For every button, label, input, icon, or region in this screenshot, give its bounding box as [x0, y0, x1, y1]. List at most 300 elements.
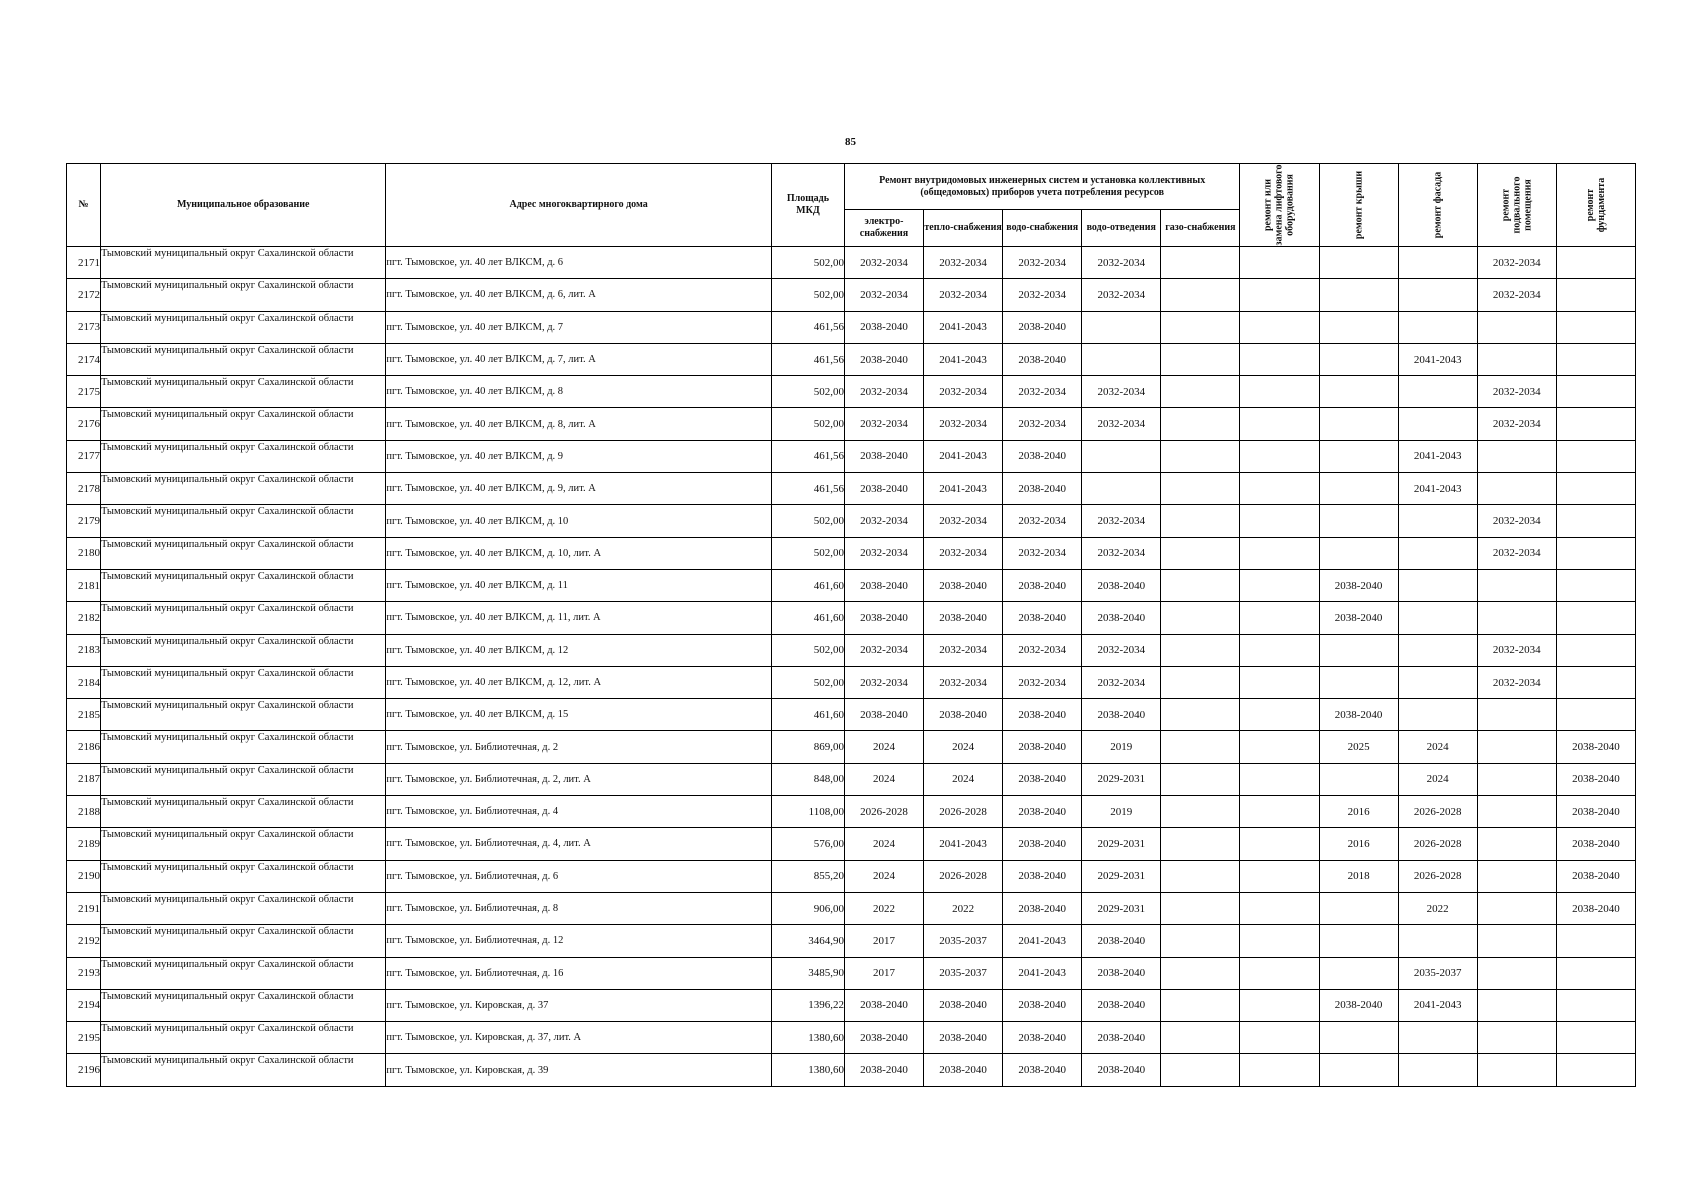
electricity-cell: 2038-2040: [844, 311, 923, 343]
municipality-cell: Тымовский муниципальный округ Сахалинской области: [101, 699, 386, 731]
foundation-cell: [1556, 537, 1635, 569]
municipality-cell: Тымовский муниципальный округ Сахалинской области: [101, 279, 386, 311]
area-cell: 461,56: [771, 473, 844, 505]
basement-cell: 2032-2034: [1477, 279, 1556, 311]
address-cell: пгт. Тымовское, ул. 40 лет ВЛКСМ, д. 15: [386, 699, 771, 731]
municipality-cell: Тымовский муниципальный округ Сахалинской области: [101, 440, 386, 472]
electricity-cell: 2024: [844, 763, 923, 795]
table-row: [67, 1054, 1636, 1086]
roof-cell: [1319, 279, 1398, 311]
heating-cell: 2024: [924, 763, 1003, 795]
foundation-cell: [1556, 1054, 1635, 1086]
basement-cell: [1477, 892, 1556, 924]
table-row: [67, 279, 1636, 311]
water-supply-cell: 2038-2040: [1003, 989, 1082, 1021]
table-row: [67, 699, 1636, 731]
table-row: [67, 311, 1636, 343]
municipality-cell: Тымовский муниципальный округ Сахалинской области: [101, 602, 386, 634]
foundation-cell: 2038-2040: [1556, 828, 1635, 860]
col-area-header: Площадь МКД: [771, 164, 844, 247]
row-number: 2195: [67, 1022, 101, 1054]
gas-cell: [1161, 569, 1240, 601]
foundation-cell: [1556, 505, 1635, 537]
area-cell: 1108,00: [771, 796, 844, 828]
water-disposal-cell: 2032-2034: [1082, 376, 1161, 408]
roof-cell: [1319, 666, 1398, 698]
address-cell: пгт. Тымовское, ул. 40 лет ВЛКСМ, д. 7, лит. А: [386, 343, 771, 375]
electricity-cell: 2038-2040: [844, 440, 923, 472]
foundation-cell: [1556, 569, 1635, 601]
roof-cell: 2016: [1319, 796, 1398, 828]
elevator-cell: [1240, 473, 1319, 505]
water-supply-cell: 2038-2040: [1003, 699, 1082, 731]
table-row: [67, 860, 1636, 892]
table-row: [67, 828, 1636, 860]
water-supply-cell: 2032-2034: [1003, 666, 1082, 698]
water-supply-cell: 2032-2034: [1003, 247, 1082, 279]
address-cell: пгт. Тымовское, ул. Кировская, д. 37: [386, 989, 771, 1021]
table-row: [67, 634, 1636, 666]
electricity-cell: 2038-2040: [844, 1022, 923, 1054]
water-disposal-cell: 2032-2034: [1082, 279, 1161, 311]
table-row: [67, 537, 1636, 569]
basement-cell: [1477, 699, 1556, 731]
heating-cell: 2041-2043: [924, 440, 1003, 472]
basement-cell: [1477, 1054, 1556, 1086]
water-disposal-cell: 2029-2031: [1082, 763, 1161, 795]
gas-cell: [1161, 634, 1240, 666]
area-cell: 502,00: [771, 666, 844, 698]
water-supply-cell: 2041-2043: [1003, 925, 1082, 957]
elevator-cell: [1240, 892, 1319, 924]
roof-cell: 2018: [1319, 860, 1398, 892]
area-cell: 502,00: [771, 247, 844, 279]
address-cell: пгт. Тымовское, ул. Кировская, д. 37, лит. А: [386, 1022, 771, 1054]
area-cell: 848,00: [771, 763, 844, 795]
water-supply-cell: 2038-2040: [1003, 796, 1082, 828]
row-number: 2189: [67, 828, 101, 860]
basement-cell: [1477, 311, 1556, 343]
gas-cell: [1161, 763, 1240, 795]
elevator-cell: [1240, 408, 1319, 440]
roof-cell: [1319, 957, 1398, 989]
water-disposal-cell: 2038-2040: [1082, 569, 1161, 601]
municipality-cell: Тымовский муниципальный округ Сахалинской области: [101, 1054, 386, 1086]
foundation-cell: 2038-2040: [1556, 892, 1635, 924]
facade-cell: [1398, 699, 1477, 731]
electricity-cell: 2038-2040: [844, 602, 923, 634]
area-cell: 855,20: [771, 860, 844, 892]
address-cell: пгт. Тымовское, ул. 40 лет ВЛКСМ, д. 12: [386, 634, 771, 666]
roof-cell: [1319, 1054, 1398, 1086]
area-cell: 461,60: [771, 569, 844, 601]
electricity-cell: 2032-2034: [844, 505, 923, 537]
heating-cell: 2041-2043: [924, 828, 1003, 860]
water-supply-cell: 2032-2034: [1003, 634, 1082, 666]
heating-cell: 2026-2028: [924, 796, 1003, 828]
roof-cell: 2038-2040: [1319, 989, 1398, 1021]
heating-cell: 2035-2037: [924, 925, 1003, 957]
water-disposal-cell: 2038-2040: [1082, 989, 1161, 1021]
water-supply-cell: 2038-2040: [1003, 602, 1082, 634]
basement-cell: 2032-2034: [1477, 247, 1556, 279]
facade-cell: 2041-2043: [1398, 473, 1477, 505]
municipality-cell: Тымовский муниципальный округ Сахалинской области: [101, 569, 386, 601]
elevator-cell: [1240, 1054, 1319, 1086]
heating-cell: 2032-2034: [924, 666, 1003, 698]
gas-cell: [1161, 828, 1240, 860]
table-row: [67, 1022, 1636, 1054]
address-cell: пгт. Тымовское, ул. Библиотечная, д. 8: [386, 892, 771, 924]
water-supply-cell: 2038-2040: [1003, 311, 1082, 343]
basement-cell: [1477, 796, 1556, 828]
gas-cell: [1161, 408, 1240, 440]
foundation-cell: [1556, 925, 1635, 957]
electricity-cell: 2024: [844, 731, 923, 763]
water-disposal-cell: 2029-2031: [1082, 828, 1161, 860]
facade-cell: [1398, 279, 1477, 311]
address-cell: пгт. Тымовское, ул. 40 лет ВЛКСМ, д. 11, лит. А: [386, 602, 771, 634]
foundation-cell: [1556, 602, 1635, 634]
address-cell: пгт. Тымовское, ул. Библиотечная, д. 6: [386, 860, 771, 892]
col-electricity-header: электро-снабжения: [844, 210, 923, 247]
area-cell: 869,00: [771, 731, 844, 763]
basement-cell: [1477, 828, 1556, 860]
water-disposal-cell: 2019: [1082, 731, 1161, 763]
elevator-cell: [1240, 666, 1319, 698]
gas-cell: [1161, 892, 1240, 924]
water-supply-cell: 2038-2040: [1003, 440, 1082, 472]
gas-cell: [1161, 925, 1240, 957]
water-supply-cell: 2038-2040: [1003, 1054, 1082, 1086]
repair-schedule-table: [66, 163, 1636, 1087]
gas-cell: [1161, 343, 1240, 375]
table-row: [67, 892, 1636, 924]
water-supply-cell: 2038-2040: [1003, 343, 1082, 375]
heating-cell: 2038-2040: [924, 1054, 1003, 1086]
elevator-cell: [1240, 828, 1319, 860]
basement-cell: [1477, 989, 1556, 1021]
col-roof-header: ремонт крыши: [1319, 164, 1398, 247]
address-cell: пгт. Тымовское, ул. 40 лет ВЛКСМ, д. 6, лит. А: [386, 279, 771, 311]
municipality-cell: Тымовский муниципальный округ Сахалинской области: [101, 957, 386, 989]
row-number: 2184: [67, 666, 101, 698]
address-cell: пгт. Тымовское, ул. 40 лет ВЛКСМ, д. 11: [386, 569, 771, 601]
area-cell: 461,56: [771, 440, 844, 472]
foundation-cell: [1556, 311, 1635, 343]
electricity-cell: 2032-2034: [844, 666, 923, 698]
page-number: 85: [845, 136, 856, 148]
row-number: 2177: [67, 440, 101, 472]
municipality-cell: Тымовский муниципальный округ Сахалинской области: [101, 860, 386, 892]
heating-cell: 2038-2040: [924, 699, 1003, 731]
facade-cell: 2026-2028: [1398, 828, 1477, 860]
roof-cell: 2038-2040: [1319, 569, 1398, 601]
area-cell: 1380,60: [771, 1022, 844, 1054]
basement-cell: 2032-2034: [1477, 505, 1556, 537]
row-number: 2176: [67, 408, 101, 440]
table-row: [67, 666, 1636, 698]
elevator-cell: [1240, 569, 1319, 601]
table-row: [67, 247, 1636, 279]
heating-cell: 2035-2037: [924, 957, 1003, 989]
gas-cell: [1161, 731, 1240, 763]
water-disposal-cell: 2019: [1082, 796, 1161, 828]
gas-cell: [1161, 957, 1240, 989]
water-supply-cell: 2038-2040: [1003, 569, 1082, 601]
roof-cell: [1319, 311, 1398, 343]
water-disposal-cell: [1082, 343, 1161, 375]
gas-cell: [1161, 376, 1240, 408]
water-supply-cell: 2038-2040: [1003, 860, 1082, 892]
address-cell: пгт. Тымовское, ул. Библиотечная, д. 2, лит. А: [386, 763, 771, 795]
electricity-cell: 2032-2034: [844, 376, 923, 408]
facade-cell: [1398, 376, 1477, 408]
electricity-cell: 2038-2040: [844, 473, 923, 505]
col-foundation-header: ремонт фундамента: [1556, 164, 1635, 247]
gas-cell: [1161, 440, 1240, 472]
facade-cell: [1398, 311, 1477, 343]
area-cell: 461,56: [771, 311, 844, 343]
heating-cell: 2024: [924, 731, 1003, 763]
gas-cell: [1161, 473, 1240, 505]
address-cell: пгт. Тымовское, ул. 40 лет ВЛКСМ, д. 6: [386, 247, 771, 279]
heating-cell: 2032-2034: [924, 247, 1003, 279]
gas-cell: [1161, 537, 1240, 569]
electricity-cell: 2038-2040: [844, 569, 923, 601]
facade-cell: [1398, 247, 1477, 279]
row-number: 2193: [67, 957, 101, 989]
col-heating-header: тепло-снабжения: [924, 210, 1003, 247]
water-supply-cell: 2032-2034: [1003, 408, 1082, 440]
roof-cell: 2016: [1319, 828, 1398, 860]
foundation-cell: [1556, 989, 1635, 1021]
municipality-cell: Тымовский муниципальный округ Сахалинской области: [101, 666, 386, 698]
electricity-cell: 2032-2034: [844, 279, 923, 311]
roof-cell: [1319, 440, 1398, 472]
table-row: [67, 989, 1636, 1021]
address-cell: пгт. Тымовское, ул. Библиотечная, д. 16: [386, 957, 771, 989]
basement-cell: 2032-2034: [1477, 408, 1556, 440]
elevator-cell: [1240, 343, 1319, 375]
basement-cell: 2032-2034: [1477, 666, 1556, 698]
water-disposal-cell: 2029-2031: [1082, 892, 1161, 924]
municipality-cell: Тымовский муниципальный округ Сахалинской области: [101, 505, 386, 537]
row-number: 2192: [67, 925, 101, 957]
row-number: 2181: [67, 569, 101, 601]
heating-cell: 2041-2043: [924, 473, 1003, 505]
roof-cell: [1319, 892, 1398, 924]
water-disposal-cell: 2032-2034: [1082, 634, 1161, 666]
address-cell: пгт. Тымовское, ул. 40 лет ВЛКСМ, д. 9: [386, 440, 771, 472]
water-disposal-cell: 2038-2040: [1082, 1054, 1161, 1086]
water-supply-cell: 2038-2040: [1003, 892, 1082, 924]
address-cell: пгт. Тымовское, ул. 40 лет ВЛКСМ, д. 8: [386, 376, 771, 408]
water-disposal-cell: 2038-2040: [1082, 699, 1161, 731]
municipality-cell: Тымовский муниципальный округ Сахалинской области: [101, 376, 386, 408]
facade-cell: 2026-2028: [1398, 796, 1477, 828]
foundation-cell: 2038-2040: [1556, 731, 1635, 763]
elevator-cell: [1240, 440, 1319, 472]
foundation-cell: [1556, 634, 1635, 666]
area-cell: 3485,90: [771, 957, 844, 989]
basement-cell: [1477, 440, 1556, 472]
table-row: [67, 473, 1636, 505]
elevator-cell: [1240, 279, 1319, 311]
foundation-cell: [1556, 408, 1635, 440]
electricity-cell: 2038-2040: [844, 699, 923, 731]
municipality-cell: Тымовский муниципальный округ Сахалинской области: [101, 311, 386, 343]
gas-cell: [1161, 1054, 1240, 1086]
area-cell: 502,00: [771, 634, 844, 666]
row-number: 2196: [67, 1054, 101, 1086]
municipality-cell: Тымовский муниципальный округ Сахалинской области: [101, 796, 386, 828]
foundation-cell: 2038-2040: [1556, 860, 1635, 892]
heating-cell: 2038-2040: [924, 602, 1003, 634]
col-water-supply-header: водо-снабжения: [1003, 210, 1082, 247]
water-supply-cell: 2038-2040: [1003, 1022, 1082, 1054]
row-number: 2186: [67, 731, 101, 763]
area-cell: 1396,22: [771, 989, 844, 1021]
facade-cell: 2024: [1398, 731, 1477, 763]
water-disposal-cell: 2038-2040: [1082, 1022, 1161, 1054]
facade-cell: 2041-2043: [1398, 343, 1477, 375]
area-cell: 461,56: [771, 343, 844, 375]
heating-cell: 2026-2028: [924, 860, 1003, 892]
foundation-cell: [1556, 699, 1635, 731]
water-supply-cell: 2032-2034: [1003, 376, 1082, 408]
electricity-cell: 2026-2028: [844, 796, 923, 828]
municipality-cell: Тымовский муниципальный округ Сахалинской области: [101, 343, 386, 375]
elevator-cell: [1240, 247, 1319, 279]
water-disposal-cell: 2032-2034: [1082, 537, 1161, 569]
address-cell: пгт. Тымовское, ул. Библиотечная, д. 4: [386, 796, 771, 828]
area-cell: 461,60: [771, 602, 844, 634]
area-cell: 906,00: [771, 892, 844, 924]
table-row: [67, 376, 1636, 408]
roof-cell: [1319, 634, 1398, 666]
electricity-cell: 2032-2034: [844, 634, 923, 666]
col-municipality-header: Муниципальное образование: [101, 164, 386, 247]
basement-cell: [1477, 602, 1556, 634]
table-row: [67, 408, 1636, 440]
table-row: [67, 505, 1636, 537]
heating-cell: 2038-2040: [924, 569, 1003, 601]
row-number: 2175: [67, 376, 101, 408]
table-body: [67, 247, 1636, 1087]
municipality-cell: Тымовский муниципальный округ Сахалинской области: [101, 634, 386, 666]
address-cell: пгт. Тымовское, ул. Библиотечная, д. 4, лит. А: [386, 828, 771, 860]
basement-cell: [1477, 957, 1556, 989]
address-cell: пгт. Тымовское, ул. 40 лет ВЛКСМ, д. 10, лит. А: [386, 537, 771, 569]
row-number: 2185: [67, 699, 101, 731]
elevator-cell: [1240, 505, 1319, 537]
roof-cell: [1319, 376, 1398, 408]
roof-cell: 2038-2040: [1319, 602, 1398, 634]
gas-cell: [1161, 699, 1240, 731]
table-row: [67, 440, 1636, 472]
row-number: 2190: [67, 860, 101, 892]
roof-cell: [1319, 505, 1398, 537]
row-number: 2191: [67, 892, 101, 924]
col-elevator-header: ремонт или замена лифтового оборудования: [1240, 164, 1319, 247]
foundation-cell: 2038-2040: [1556, 763, 1635, 795]
row-number: 2179: [67, 505, 101, 537]
foundation-cell: [1556, 440, 1635, 472]
gas-cell: [1161, 311, 1240, 343]
elevator-cell: [1240, 925, 1319, 957]
municipality-cell: Тымовский муниципальный округ Сахалинской области: [101, 473, 386, 505]
facade-cell: [1398, 408, 1477, 440]
address-cell: пгт. Тымовское, ул. 40 лет ВЛКСМ, д. 12, лит. А: [386, 666, 771, 698]
facade-cell: 2024: [1398, 763, 1477, 795]
table-row: [67, 925, 1636, 957]
row-number: 2173: [67, 311, 101, 343]
water-supply-cell: 2038-2040: [1003, 828, 1082, 860]
electricity-cell: 2038-2040: [844, 343, 923, 375]
basement-cell: 2032-2034: [1477, 376, 1556, 408]
gas-cell: [1161, 505, 1240, 537]
col-water-disposal-header: водо-отведения: [1082, 210, 1161, 247]
foundation-cell: [1556, 666, 1635, 698]
address-cell: пгт. Тымовское, ул. Кировская, д. 39: [386, 1054, 771, 1086]
facade-cell: 2035-2037: [1398, 957, 1477, 989]
area-cell: 502,00: [771, 279, 844, 311]
engineering-systems-header: Ремонт внутридомовых инженерных систем и установка коллективных (общедомовых) приборов учета потребления ресурсов: [844, 164, 1239, 210]
water-disposal-cell: 2038-2040: [1082, 925, 1161, 957]
basement-cell: [1477, 925, 1556, 957]
electricity-cell: 2032-2034: [844, 537, 923, 569]
row-number: 2187: [67, 763, 101, 795]
heating-cell: 2041-2043: [924, 311, 1003, 343]
water-supply-cell: 2032-2034: [1003, 505, 1082, 537]
gas-cell: [1161, 666, 1240, 698]
foundation-cell: [1556, 473, 1635, 505]
row-number: 2188: [67, 796, 101, 828]
water-disposal-cell: 2032-2034: [1082, 666, 1161, 698]
basement-cell: 2032-2034: [1477, 634, 1556, 666]
col-address-header: Адрес многоквартирного дома: [386, 164, 771, 247]
water-supply-cell: 2038-2040: [1003, 473, 1082, 505]
address-cell: пгт. Тымовское, ул. Библиотечная, д. 12: [386, 925, 771, 957]
area-cell: 502,00: [771, 376, 844, 408]
water-disposal-cell: [1082, 473, 1161, 505]
elevator-cell: [1240, 1022, 1319, 1054]
col-number-header: №: [67, 164, 101, 247]
facade-cell: [1398, 666, 1477, 698]
facade-cell: [1398, 1054, 1477, 1086]
roof-cell: [1319, 473, 1398, 505]
table-row: [67, 343, 1636, 375]
area-cell: 576,00: [771, 828, 844, 860]
roof-cell: [1319, 925, 1398, 957]
facade-cell: [1398, 602, 1477, 634]
facade-cell: [1398, 505, 1477, 537]
municipality-cell: Тымовский муниципальный округ Сахалинской области: [101, 925, 386, 957]
roof-cell: 2025: [1319, 731, 1398, 763]
water-supply-cell: 2032-2034: [1003, 537, 1082, 569]
heating-cell: 2038-2040: [924, 1022, 1003, 1054]
roof-cell: 2038-2040: [1319, 699, 1398, 731]
row-number: 2180: [67, 537, 101, 569]
heating-cell: 2032-2034: [924, 376, 1003, 408]
col-facade-header: ремонт фасада: [1398, 164, 1477, 247]
roof-cell: [1319, 763, 1398, 795]
water-disposal-cell: 2032-2034: [1082, 247, 1161, 279]
municipality-cell: Тымовский муниципальный округ Сахалинской области: [101, 247, 386, 279]
foundation-cell: [1556, 376, 1635, 408]
roof-cell: [1319, 343, 1398, 375]
